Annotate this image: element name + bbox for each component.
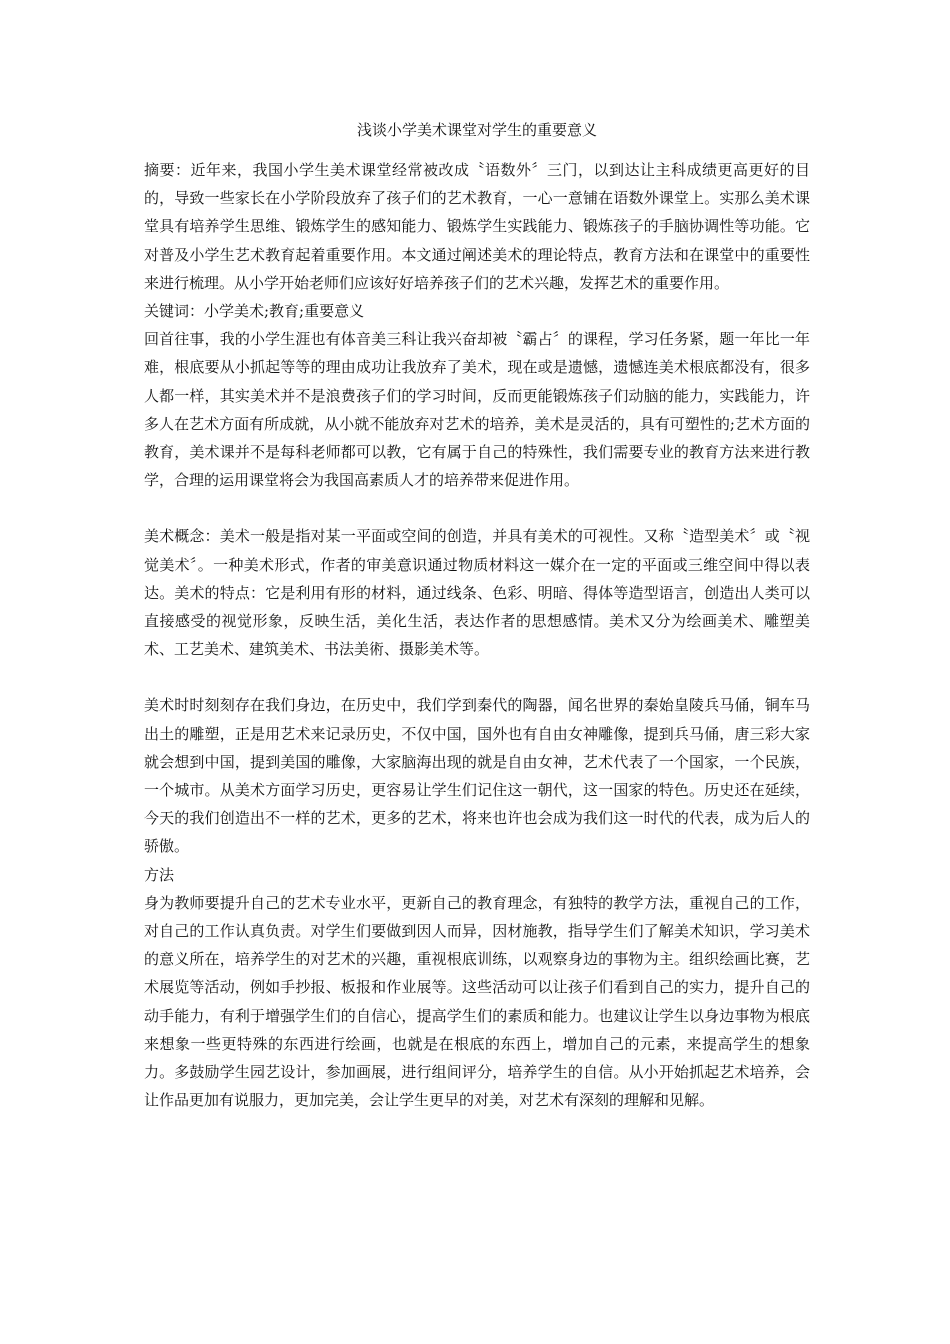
history-paragraph: 美术时时刻刻存在我们身边，在历史中，我们学到秦代的陶器，闻名世界的秦始皇陵兵马俑，铜车马出土的雕塑，正是用艺术来记录历史，不仅中国，国外也有自由女神雕像，提到兵马俑，唐三彩大家就会想到中国，提到美国的雕像，大家脑海出现的就是自由女神，艺术代表了一个国家，一个民族，一个城市。从美术方面学习历史，更容易让学生们记住这一朝代，这一国家的特色。历史还在延续，今天的我们创造出不一样的艺术，更多的艺术，将来也许也会成为我们这一时代的代表，成为后人的骄傲。 [144, 696, 810, 856]
abstract-paragraph: 摘要：近年来，我国小学生美术课堂经常被改成〝语数外〞三门，以到达让主科成绩更高更好的目的，导致一些家长在小学阶段放弃了孩子们的艺术教育，一心一意铺在语数外课堂上。实那么美术课堂具有培养学生思维、锻炼学生的感知能力、锻炼学生实践能力、锻炼孩子的手脑协调性等功能。它对普及小学生艺术教育起着重要作用。本文通过阐述美术的理论特点，教育方法和在课堂中的重要性来进行梳理。从小学开始老师们应该好好培养孩子们的艺术兴趣，发挥艺术的重要作用。 [144, 161, 810, 292]
concept-paragraph: 美术概念：美术一般是指对某一平面或空间的创造，并具有美术的可视性。又称〝造型美术〞或〝视觉美术〞。一种美术形式，作者的审美意识通过物质材料这一媒介在一定的平面或三维空间中得以表达。美术的特点：它是利用有形的材料，通过线条、色彩、明暗、得体等造型语言，创造出人类可以直接感受的视觉形象，反映生活，美化生活，表达作者的思想感情。美术又分为绘画美术、雕塑美术、工艺美术、建筑美术、书法美術、摄影美术等。 [144, 527, 810, 659]
paragraph-gap [144, 663, 810, 691]
document-page [144, 112, 810, 1115]
keywords-line: 关键词：小学美术;教育;重要意义 [144, 302, 365, 321]
method-paragraph: 身为教师要提升自己的艺术专业水平，更新自己的教育理念，有独特的教学方法，重视自己的工作，对自己的工作认真负责。对学生们要做到因人而异，因材施教，指导学生们了解美术知识，学习美术的意义所在，培养学生的对艺术的兴趣，重视根底训练，以观察身边的事物为主。组织绘画比赛，艺术展览等活动，例如手抄报、板报和作业展等。这些活动可以让孩子们看到自己的实力，提升自己的动手能力，有利于增强学生们的自信心，提高学生们的素质和能力。也建议让学生以身边事物为根底来想象一些更特殊的东西进行绘画，也就是在根底的东西上，增加自己的元素，来提高学生的想象力。多鼓励学生园艺设计，参加画展，进行组间评分，培养学生的自信。从小开始抓起艺术培养，会让作品更加有说服力，更加完美，会让学生更早的对美，对艺术有深刻的理解和见解。 [144, 893, 810, 1110]
document-title: 浅谈小学美术课堂对学生的重要意义 [356, 121, 597, 139]
intro-paragraph: 回首往事，我的小学生涯也有体音美三科让我兴奋却被〝霸占〞的课程，学习任务紧，题一年比一年难，根底要从小抓起等等的理由成功让我放弃了美术，现在或是遗憾，遗憾连美术根底都没有，很多人都一样，其实美术并不是浪费孩子们的学习时间，反而更能锻炼孩子们动脑的能力，实践能力，许多人在艺术方面有所成就，从小就不能放弃对艺术的培养，美术是灵活的，具有可塑性的;艺术方面的教育，美术课并不是每科老师都可以教，它有属于自己的特殊性，我们需要专业的教育方法来进行教学，合理的运用课堂将会为我国高素质人才的培养带来促进作用。 [144, 330, 810, 490]
method-heading: 方法 [144, 865, 175, 884]
paragraph-gap [144, 494, 810, 522]
